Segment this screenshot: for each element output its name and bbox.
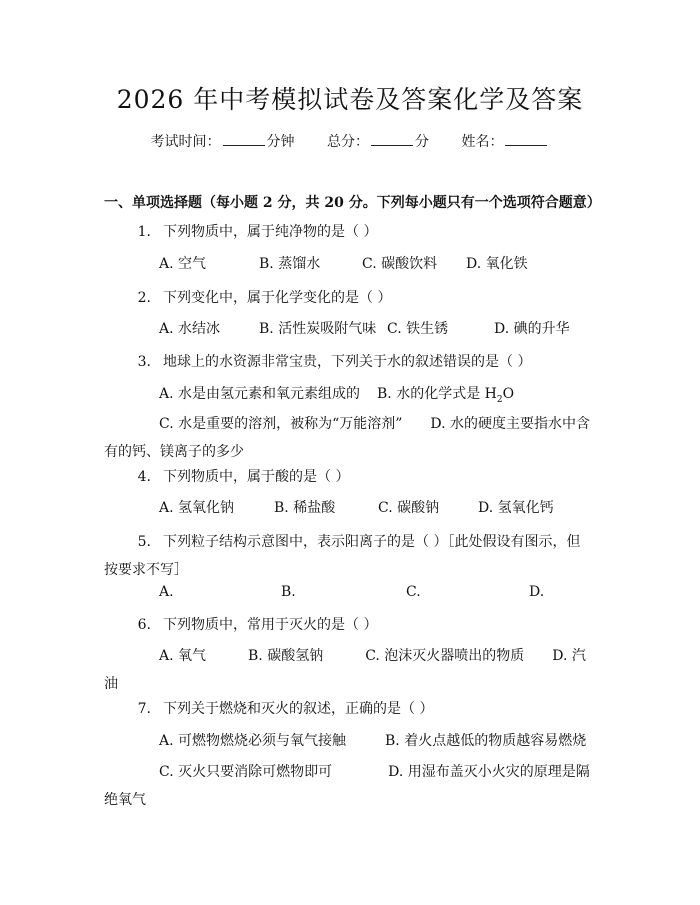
exam-info (0, 131, 700, 151)
question-7: 7. 下列关于燃烧和灭火的叙述，正确的是（ ） (137, 701, 434, 717)
option-b: B. 稀盐酸 (274, 500, 336, 516)
question-6: 6. 下列物质中，常用于灭火的是（ ） (137, 617, 378, 633)
option-a: A. 可燃物燃烧必须与氧气接触 (159, 733, 347, 749)
option-c: C. (406, 584, 421, 600)
option-b: B. 活性炭吸附气味 (259, 321, 377, 337)
name-blank (505, 133, 547, 146)
score-field: 总分： 分 (327, 134, 429, 150)
time-blank (223, 133, 265, 146)
options-3-wrap: C. 水是重要的溶剂，被称为“万能溶剂” D. 水的硬度主要指水中含有的钙、镁离子的多少 (104, 416, 591, 460)
option-c: C. 铁生锈 (387, 321, 449, 337)
option-d: D. (529, 584, 545, 600)
option-a: A. 空气 (159, 256, 207, 272)
option-a: A. (159, 584, 174, 600)
name-field: 姓名： (461, 131, 549, 151)
score-blank (371, 133, 413, 146)
section-heading: 一、单项选择题（每小题 2 分，共 20 分。下列每小题只有一个选项符合题意） (104, 195, 601, 211)
option-d: D. 氧化铁 (466, 256, 528, 272)
option-d: D. 碘的升华 (494, 321, 570, 337)
page-title: 2026 年中考模拟试卷及答案化学及答案 (116, 85, 584, 114)
option-b: B. 蒸馏水 (259, 256, 321, 272)
option-b: B. 着火点越低的物质越容易燃烧 (385, 733, 587, 749)
time-field: 考试时间： 分钟 (150, 134, 295, 150)
option-c: C. 碳酸钠 (378, 500, 440, 516)
question-4: 4. 下列物质中，属于酸的是（ ） (137, 469, 350, 485)
option-d: D. 氢氧化钙 (478, 500, 554, 516)
question-3: 3. 地球上的水资源非常宝贵，下列关于水的叙述错误的是（ ） (137, 354, 532, 370)
question-1: 1. 下列物质中，属于纯净物的是（ ） (137, 224, 378, 240)
option-b: B. (281, 584, 296, 600)
option-b: B. 水的化学式是 $H_2O$ (377, 386, 515, 405)
option-a: A. 水是由氢元素和氧元素组成的 (159, 386, 361, 402)
option-a: A. 氢氧化钠 (159, 500, 235, 516)
options-7-wrap: C. 灭火只要消除可燃物即可 D. 用湿布盖灭小火灾的原理是隔绝氧气 (104, 764, 590, 808)
question-5: 5. 下列粒子结构示意图中，表示阳离子的是（ ）［此处假设有图示，但按要求不写］ (104, 534, 581, 578)
option-a: A. 水结冰 (159, 321, 221, 337)
option-c: C. 碳酸饮料 (362, 256, 438, 272)
question-2: 2. 下列变化中，属于化学变化的是（ ） (137, 290, 392, 306)
options-6-wrap: A. 氧气 B. 碳酸氢钠 C. 泡沫灭火器喷出的物质 D. 汽油 (104, 648, 586, 692)
